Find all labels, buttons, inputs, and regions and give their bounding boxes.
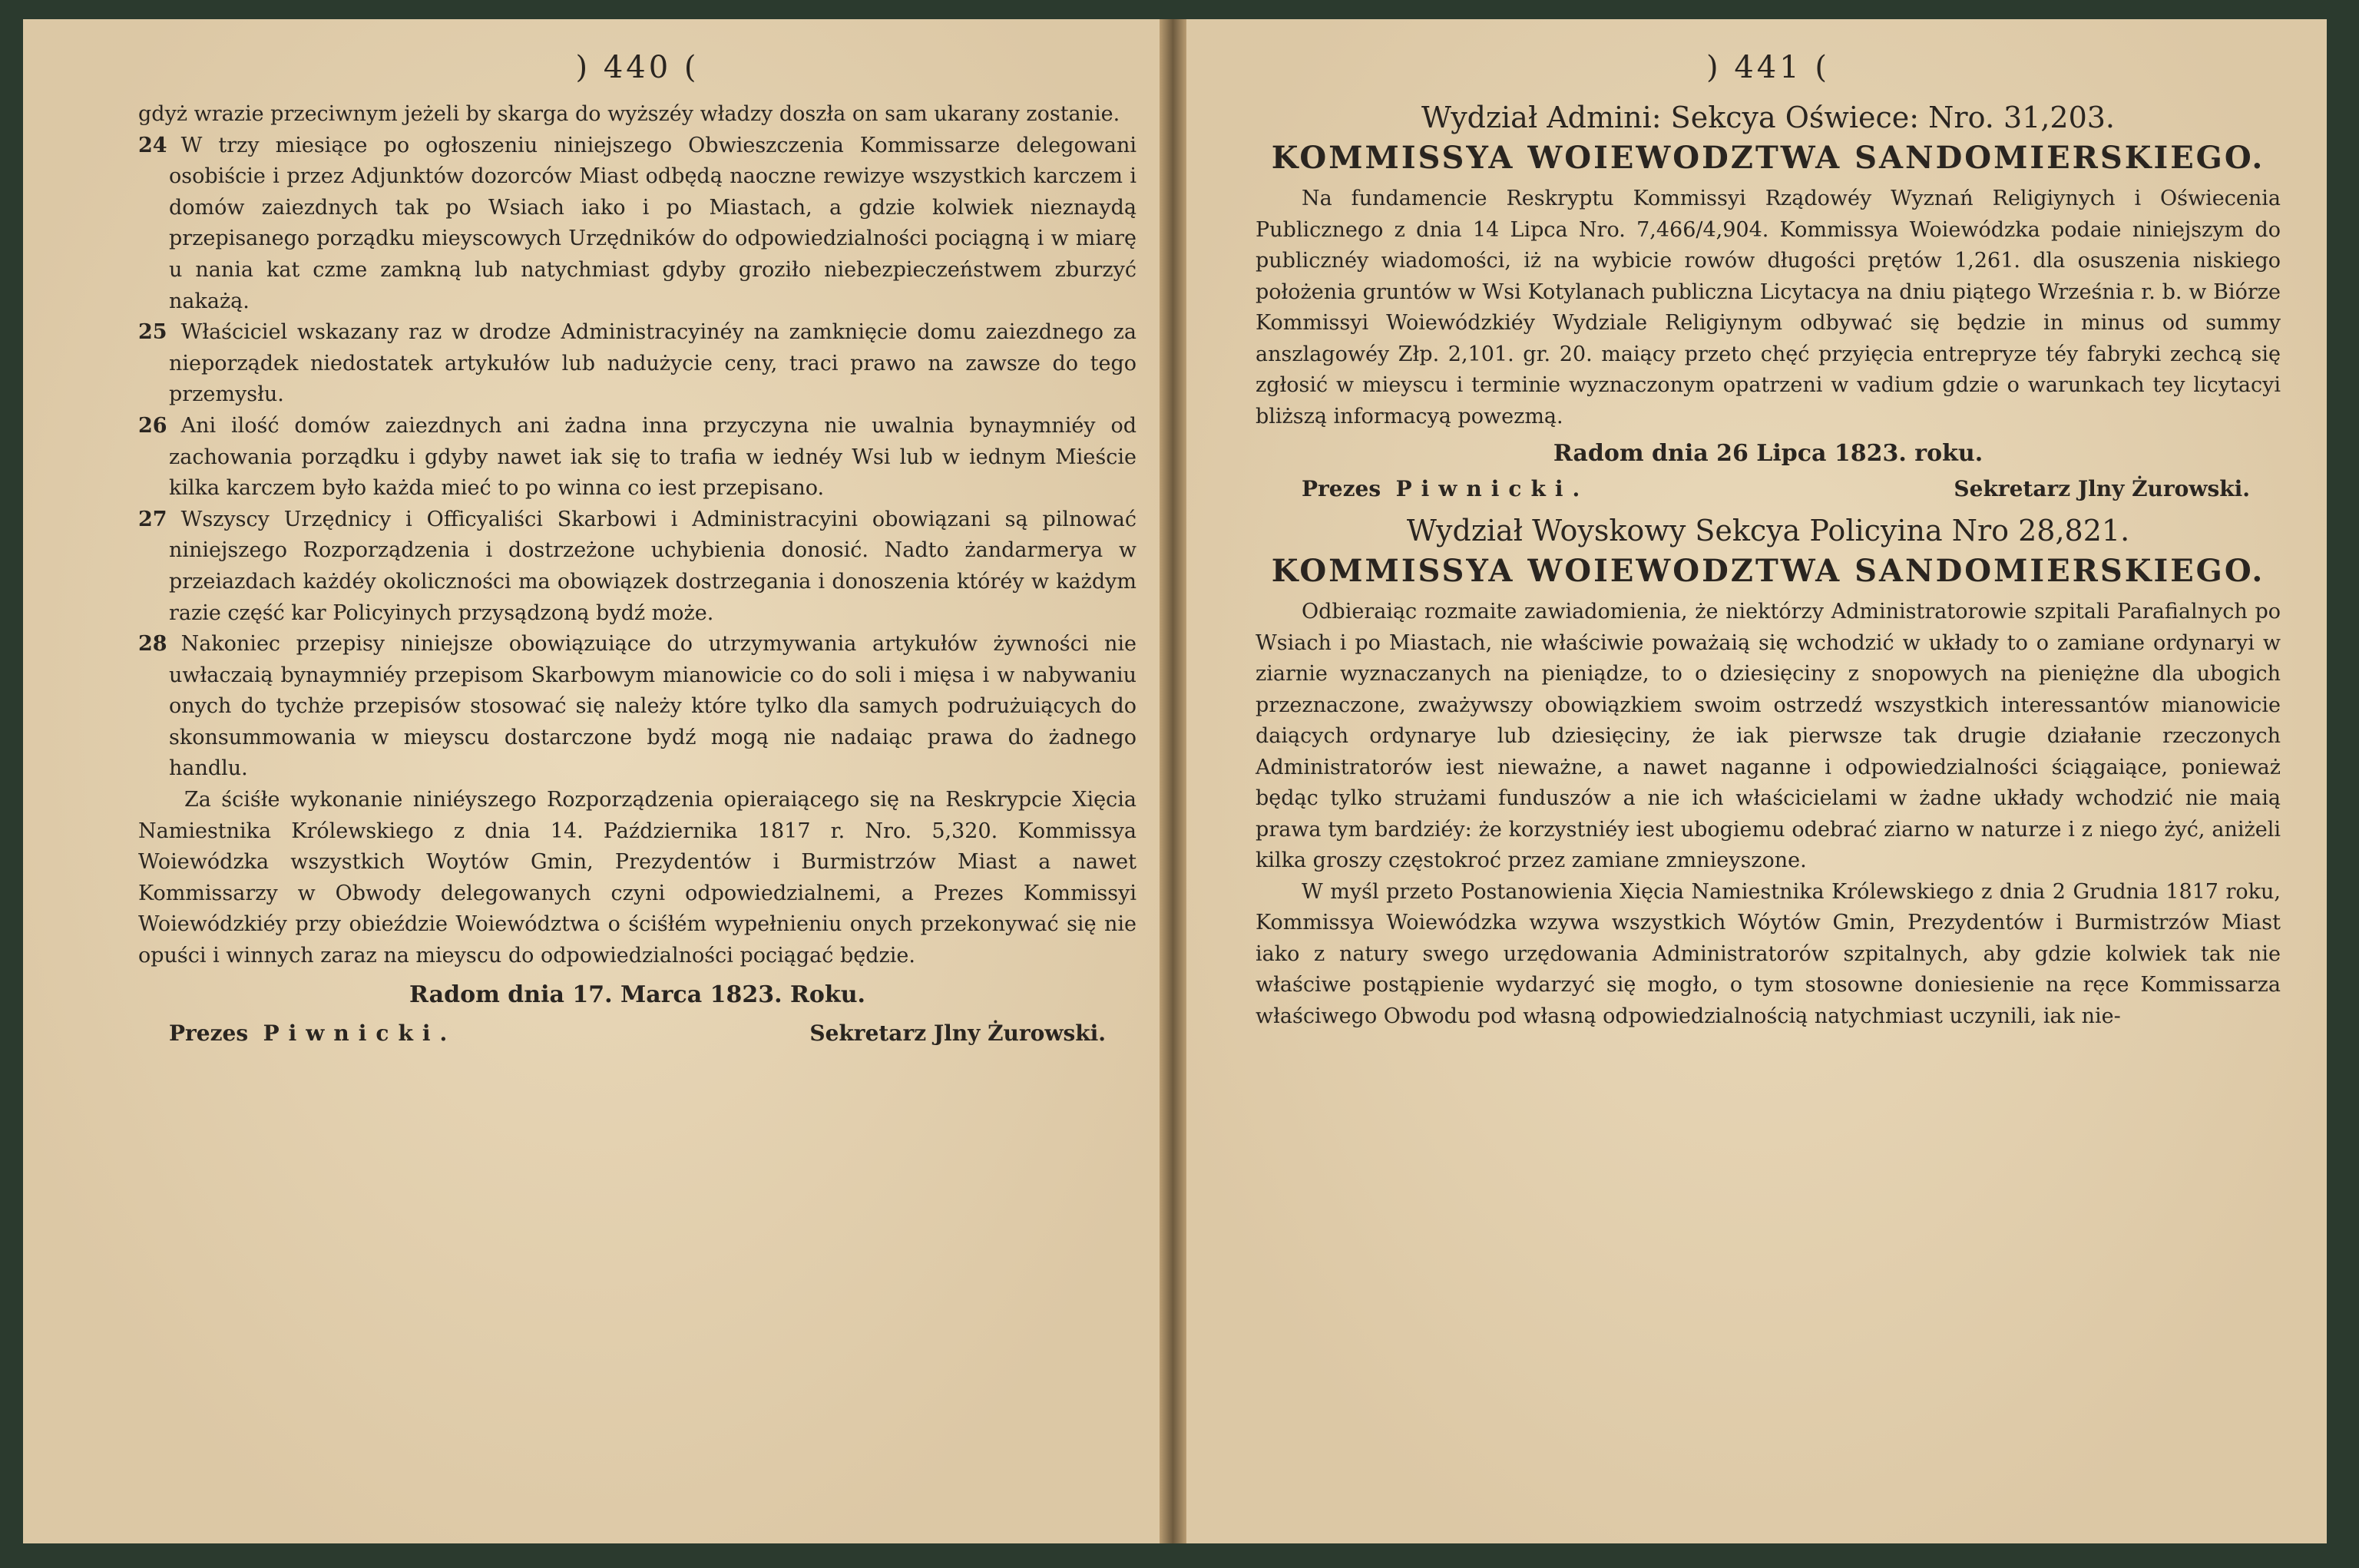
president-name: Piwnicki. bbox=[1395, 476, 1590, 501]
secretary-signature: Sekretarz Jlny Żurowski. bbox=[1954, 476, 2250, 501]
paragraph-26 bbox=[138, 411, 1136, 504]
paragraph-number: 28 bbox=[138, 632, 167, 657]
paragraph-27 bbox=[138, 504, 1136, 629]
closing-paragraph: Za ściśłe wykonanie niniéyszego Rozporządzenia opieraiącego się na Reskrypcie Xięcia Namiestnika Królewskiego z dnia 14. Października 1817 r. Nro. 5,320. Kommissya Woiewódzka wszystkich Woytów Gmin, Prezydentów i Burmistrzów Miast a nawet Kommissarzy w Obwody delegowanych czyni odpowiedzialnemi, a Prezes Kommissyi Woiewódzkiéy przy obieździe Woiewództwa o ściśłém wypełnieniu onych przekonywać się nie opuści i winnych zaraz na mieyscu do odpowiedzialności pociągać będzie. bbox=[138, 788, 1136, 968]
notice2-commission: KOMMISSYA WOIEWODZTWA SANDOMIERSKIEGO. bbox=[1271, 553, 2265, 589]
notice1-date: Radom dnia 26 Lipca 1823. roku. bbox=[1553, 440, 1983, 467]
paragraph-text: Właściciel wskazany raz w drodze Administracyinéy na zamknięcie domu zaiezdnego za nieporządek niedostatek artykułów lub nadużycie ceny, traci prawo na zawsze do tego przemysłu. bbox=[169, 320, 1136, 407]
right-page bbox=[1186, 19, 2327, 1543]
paragraph-number: 24 bbox=[138, 133, 167, 157]
notice2-body-1: Odbieraiąc rozmaite zawiadomienia, że niektórzy Administratorowie szpitali Parafialnych po Wsiach i po Miastach, nie właściwie poważaią się wchodzić w układy to o zamiane ordynaryi w ziarnie wyznaczanych na pieniądze, to o dziesięciny z snopowych na pieniężne dla ubogich przeznaczone, zważywszy obowiązkiem swoim ostrzedź wszystkich interessantów mianowicie daiących ordynarye lub dziesięciny, że iak pierwsze tak drugie działanie rzeczonych Administratorów iest nieważne, a nawet naganne i odpowiedzialności ściągaiące, ponieważ będąc tylko strużami funduszów a nie ich właścicielami w żadne układy wchodzić nie maią prawa tym bardziéy: że korzystniéy iest ubogiemu odebrać ziarno w naturze i z niego żyć, aniżeli kilka groszy częstokroć przez zamiane zmnieyszone. bbox=[1256, 600, 2281, 872]
paragraph-number: 25 bbox=[138, 320, 167, 345]
president-label: Prezes bbox=[1302, 476, 1381, 501]
paragraph-text: W trzy miesiące po ogłoszeniu niniejszego Obwieszczenia Kommissarze delegowani osobiście i przez Adjunktów dozorców Miast odbędą naoczne rewizye wszystkich karczem i domów zaiezdnych tak po Wsiach iako i po Miastach, a gdzie kolwiek nieznaydą przepisanego porządku mieyscowych Urzędników do odpowiedzialności pociągną i w miarę u nania kat czme zamkną lub natychmiast gdyby groziło niebezpieczeństwem zburzyć nakażą. bbox=[169, 133, 1136, 313]
president-name: Piwnicki. bbox=[263, 1020, 457, 1046]
paragraph-number: 26 bbox=[138, 413, 167, 438]
paragraph-text: Wszyscy Urzędnicy i Officyaliści Skarbowi i Administracyini obowiązani są pilnować niniejszego Rozporządzenia i dostrzeżone uchybienia donosić. Nadto żandarmerya w przeiazdach każdéy okoliczności ma obowiązek dostrzegania i donoszenia któréy w każdym razie część kar Policyinych przysądzoną bydź może. bbox=[169, 507, 1136, 625]
right-page-number: ) 441 ( bbox=[1706, 50, 1830, 85]
notice1-department: Wydział Admini: Sekcya Oświece: Nro. 31,203. bbox=[1421, 101, 2116, 134]
book-spread bbox=[23, 19, 2327, 1543]
left-signatures bbox=[138, 1017, 1136, 1050]
left-page bbox=[23, 19, 1160, 1543]
paragraph-28 bbox=[138, 629, 1136, 785]
president-signature bbox=[169, 1017, 456, 1050]
book-gutter bbox=[1160, 19, 1186, 1543]
paragraph-24 bbox=[138, 131, 1136, 318]
paragraph-text: Ani ilość domów zaiezdnych ani żadna inna przyczyna nie uwalnia bynaymniéy od zachowania porządku i gdyby nawet iak się to trafia w iednéy Wsi lub w iednym Mieście kilka karczem było każda mieć to po winna co iest przepisano. bbox=[169, 413, 1136, 501]
president-label: Prezes bbox=[169, 1020, 249, 1046]
paragraph-number: 27 bbox=[138, 507, 167, 531]
paragraph-text: Nakoniec przepisy niniejsze obowiązuiące do utrzymywania artykułów żywności nie uwłaczaią bynaymniéy przepisom Skarbowym mianowicie co do soli i mięsa i w nabywaniu onych do tychże przepisów stosować się należy które tylko dla samych podrużuiących do skonsummowania w mieyscu dostarczone bydź mogą nie nadaiąc prawa do żadnego handlu. bbox=[169, 632, 1136, 781]
notice1-body: Na fundamencie Reskryptu Kommissyi Rządowéy Wyznań Religiynych i Oświecenia Publicznego z dnia 14 Lipca Nro. 7,466/4,904. Kommissya Woiewódzka podaie niniejszym do publicznéy wiadomości, iż na wybicie rowów długości prętów 1,261. dla osuszenia niskiego położenia gruntów w Wsi Kotylanach publiczna Licytacya na dniu piątego Września r. b. w Biórze Kommissyi Woiewódzkiéy Wydziale Religiynym odbywać się będzie in minus od summy anszlagowéy Złp. 2,101. gr. 20. maiący przeto chęć przyięcia entrepryze téy fabryki zechcą się zgłosić w mieyscu i terminie wyznaczonym opatrzeni w vadium gdzie o warunkach tey licytacyi bliższą informacyą powezmą. bbox=[1256, 187, 2281, 428]
left-date: Radom dnia 17. Marca 1823. Roku. bbox=[409, 981, 865, 1008]
paragraph-25 bbox=[138, 317, 1136, 411]
secretary-signature: Sekretarz Jlny Żurowski. bbox=[809, 1020, 1106, 1046]
notice2-body-2: W myśl przeto Postanowienia Xięcia Namiestnika Królewskiego z dnia 2 Grudnia 1817 roku, Kommissya Woiewódzka wzywa wszystkich Wóytów Gmin, Prezydentów i Burmistrzów Miast iako z natury swego urzędowania Administratorów szpitalnych, aby gdzie kolwiek tak nie właściwe postąpienie wydarzyć się mogło, o tym stosowne doniesienie na ręce Kommissarza właściwego Obwodu pod własną odpowiedzialnością natychmiast uczynili, iak nie- bbox=[1256, 879, 2281, 1028]
notice1-signatures bbox=[1256, 472, 2281, 506]
president-signature bbox=[1302, 472, 1589, 506]
continuation-text: gdyż wrazie przeciwnym jeżeli by skarga do wyższéy władzy doszła on sam ukarany zostanie. bbox=[138, 102, 1120, 126]
notice2-department: Wydział Woyskowy Sekcya Policyina Nro 28,821. bbox=[1406, 514, 2130, 547]
left-page-number: ) 440 ( bbox=[575, 50, 700, 85]
notice1-commission: KOMMISSYA WOIEWODZTWA SANDOMIERSKIEGO. bbox=[1271, 140, 2265, 176]
